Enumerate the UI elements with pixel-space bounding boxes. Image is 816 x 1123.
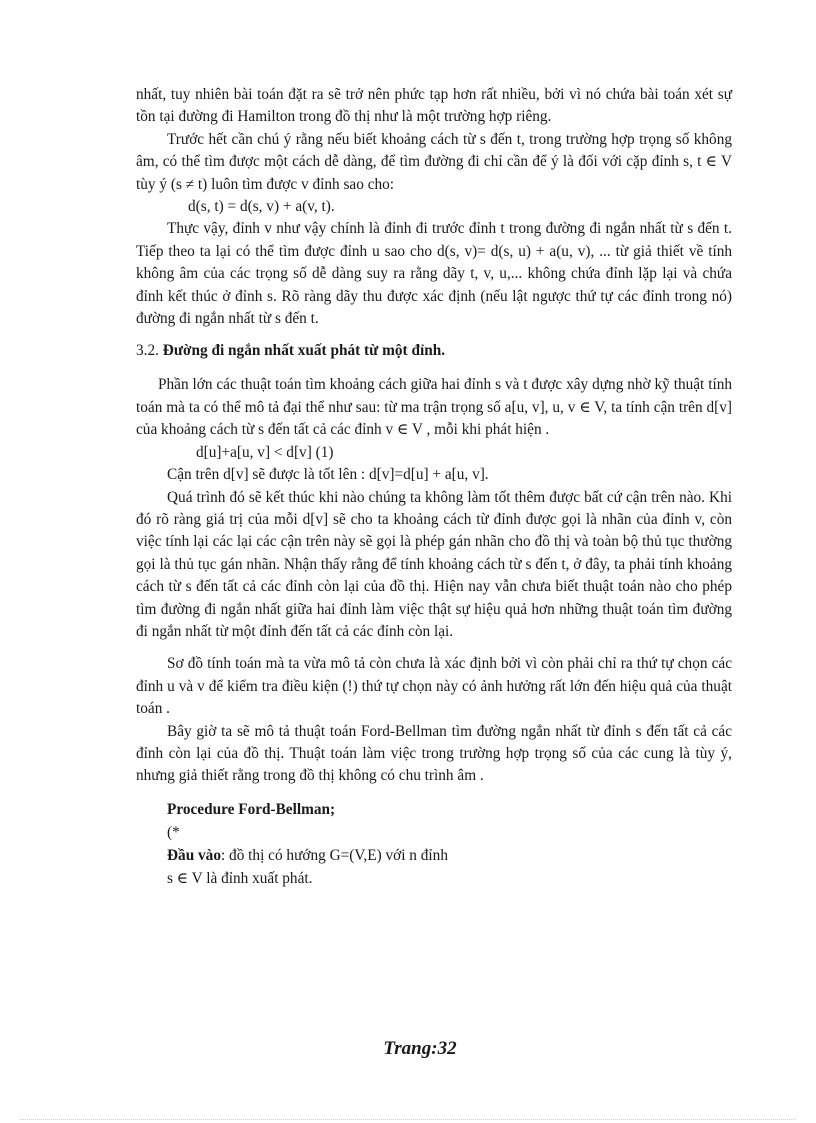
paragraph-ford-bellman-intro: Bây giờ ta sẽ mô tả thuật toán Ford-Bellman tìm đường ngắn nhất từ đỉnh s đến tất cả các đỉnh còn lại của đồ thị. Thuật toán làm việc trong trường hợp trọng số của các cung là tùy ý, nhưng giả thiết rằng trong đồ thị không có chu trình âm .	[136, 722, 732, 785]
document-body	[136, 84, 732, 890]
section-heading	[136, 340, 732, 362]
formula-distance: d(s, t) = d(s, v) + a(v, t).	[188, 198, 335, 216]
start-vertex-line: s ∈ V là đỉnh xuất phát.	[167, 869, 313, 887]
paragraph-vertex-order: Sơ đồ tính toán mà ta vừa mô tả còn chưa là xác định bởi vì còn phải chỉ ra thứ tự chọn các đỉnh u và v để kiểm tra điều kiện (!) thứ tự chọn này có ảnh hưởng rất lớn đến hiệu quả của thuật toán .	[136, 655, 732, 718]
paragraph-distance-intro: Trước hết cần chú ý rằng nếu biết khoảng cách từ s đến t, trong trường hợp trọng số không âm, có thể tìm được một cách dễ dàng, để tìm đường đi chỉ cần để ý là đối với cặp đỉnh s, t ∈ V tùy ý (s ≠ t) luôn tìm được v đỉnh sao cho:	[136, 130, 732, 193]
paragraph-path-reconstruction: Thực vậy, đỉnh v như vậy chính là đỉnh đi trước đỉnh t trong đường đi ngắn nhất từ s đến t. Tiếp theo ta lại có thể tìm được đỉnh u sao cho d(s, v)= d(s, u) + a(u, v), ... từ giả thiết về tính không âm của các trọng số dễ dàng suy ra rằng dãy t, v, u,... không chứa đỉnh lặp lại và chứa đỉnh kết thúc ở đỉnh s. Rõ ràng dãy thu được xác định (nếu lật ngược thứ tự các đỉnh trong nó) đường đi ngắn nhất từ s đến t.	[136, 220, 732, 328]
procedure-title: Procedure Ford-Bellman;	[167, 800, 336, 818]
paragraph-labeling-technique: Phần lớn các thuật toán tìm khoảng cách giữa hai đỉnh s và t được xây dựng nhờ kỹ thuật tính toán mà ta có thể mô tả đại thể như sau: từ ma trận trọng số a[u, v], u, v ∈ V, ta tính cận trên d[v] của khoảng cách từ s đến tất cả các đỉnh v ∈ V , mỗi khi phát hiện .	[136, 376, 732, 439]
section-number: 3.2.	[136, 342, 159, 360]
section-title: Đường đi ngắn nhất xuất phát từ một đỉnh.	[162, 342, 446, 360]
input-label: Đầu vào	[167, 846, 221, 864]
paragraph-labeling-process: Quá trình đó sẽ kết thúc khi nào chúng ta không làm tốt thêm được bất cứ cận trên nào. Khi đó rõ ràng giá trị của mỗi d[v] sẽ cho ta khoảng cách từ đỉnh được gọi là nhãn của đỉnh v, còn việc tính lại các lại các cận trên này sẽ gọi là phép gán nhãn cho đồ thị và toàn bộ thủ tục thường gọi là thủ tục gán nhãn. Nhận thấy rằng để tính khoảng cách từ s đến t, ở đây, ta phải tính khoảng cách từ s đến tất cả các đỉnh còn lại của đồ thị. Hiện nay vẫn chưa biết thuật toán nào cho phép tìm đường đi ngắn nhất giữa hai đỉnh làm việc thật sự hiệu quả hơn những thuật toán tìm đường đi ngắn nhất từ một đỉnh đến tất cả các đỉnh còn lại.	[136, 488, 732, 640]
input-description	[136, 844, 732, 867]
page-bottom-divider	[20, 1119, 796, 1120]
formula-relaxation: d[u]+a[u, v] < d[v] (1)	[196, 443, 334, 461]
input-text: : đồ thị có hướng G=(V,E) với n đỉnh	[220, 846, 448, 864]
comment-open: (*	[167, 823, 180, 841]
paragraph-hamilton: nhất, tuy nhiên bài toán đặt ra sẽ trở nên phức tạp hơn rất nhiều, bởi vì nó chứa bài toán xét sự tồn tại đường đi Hamilton trong đồ thị như là một trường hợp riêng.	[136, 86, 732, 126]
page-number: Trang:32	[383, 1038, 457, 1059]
paragraph-upper-bound: Cận trên d[v] sẽ được là tốt lên : d[v]=d[u] + a[u, v].	[167, 466, 489, 484]
